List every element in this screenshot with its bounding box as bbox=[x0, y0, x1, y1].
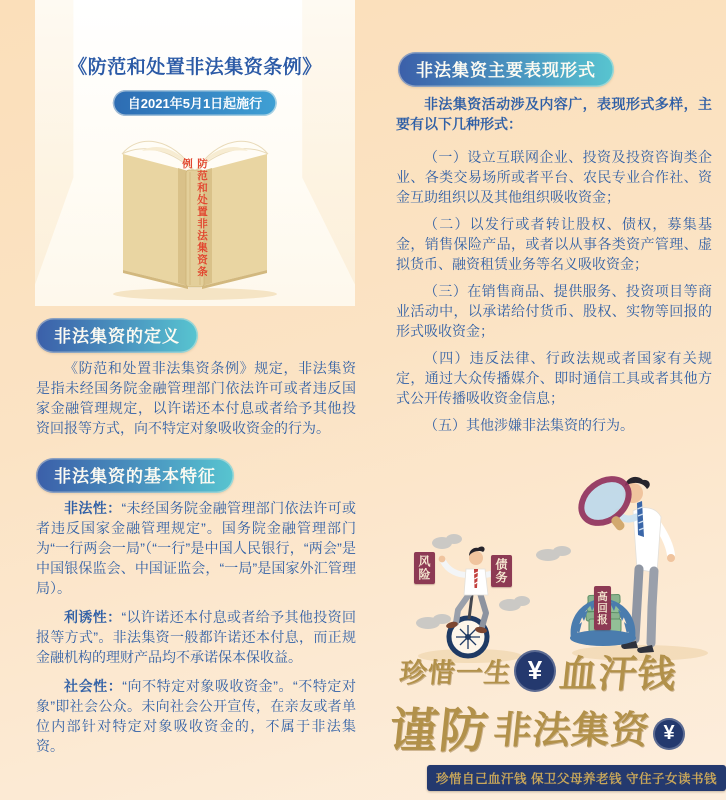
section-heading-features: 非法集资的基本特征 bbox=[36, 458, 234, 493]
slogan-text-illegal-fundraising: 非法集资 bbox=[491, 710, 652, 752]
forms-list bbox=[396, 94, 712, 442]
feature-text: “以许诺还本付息或者给予其他投资回报等方式”。非法集资一般都许诺还本付息，而正规金融机构的理财产品均不承诺保本保收益。 bbox=[36, 609, 356, 665]
book-illustration bbox=[100, 124, 290, 302]
yuan-coin-icon: ¥ bbox=[514, 650, 556, 692]
risk-sign: 风险 bbox=[414, 552, 435, 584]
forms-item-5: （五）其他涉嫌非法集资的行为。 bbox=[424, 417, 634, 433]
figures-illustration bbox=[390, 455, 726, 670]
slogan-text-beware: 谨防 bbox=[386, 705, 493, 758]
feature-text: “向不特定对象吸收资金”。“不特定对象”即社会公众。未向社会公开宣传，在亲友或者单位内部针对特定对象吸收资金的，不属于非法集资。 bbox=[36, 678, 356, 754]
feature-item-inducement bbox=[36, 607, 356, 667]
features-list bbox=[36, 498, 356, 765]
forms-item-3: （三）在销售商品、提供服务、投资项目等商业活动中，以承诺给付货币、股权、实物等回报的形式吸收资金； bbox=[396, 283, 712, 339]
feature-text: “未经国务院金融管理部门依法许可或者违反国家金融管理规定”。国务院金融管理部门为“一行两会一局”（“一行”是中国人民银行，“两会”是中国银保监会、中国证监会，“一局”是国家外汇管理局）。 bbox=[36, 500, 356, 596]
forms-item-4: （四）违反法律、行政法规或者国家有关规定，通过大众传播媒介、即时通信工具或者其他方式公开传播吸收资金信息； bbox=[396, 350, 712, 406]
feature-label: 利诱性： bbox=[64, 609, 122, 625]
hero-card bbox=[35, 0, 355, 306]
slogan-line-1 bbox=[400, 643, 726, 698]
warning-illustration bbox=[390, 455, 726, 670]
feature-item-social bbox=[36, 676, 356, 756]
slogan-line-2 bbox=[386, 692, 726, 761]
definition-paragraph: 《防范和处置非法集资条例》规定，非法集资是指未经国务院金融管理部门依法许可或者违反国家金融管理规定，以许诺还本付息或者给予其他投资回报等方式，向不特定对象吸收资金的行为。 bbox=[36, 360, 356, 436]
inspector-figure bbox=[573, 470, 675, 653]
debt-sign: 债务 bbox=[491, 555, 512, 587]
forms-intro: 非法集资活动涉及内容广，表现形式多样，主要有以下几种形式： bbox=[396, 96, 712, 132]
forms-item-2: （二）以发行或者转让股权、债权，募集基金，销售保险产品，或者以从事各类资产管理、虚拟货币、融资租赁业务等名义吸收资金； bbox=[396, 216, 712, 272]
section-heading-forms: 非法集资主要表现形式 bbox=[398, 52, 614, 87]
feature-label: 社会性： bbox=[64, 678, 123, 694]
feature-label: 非法性： bbox=[64, 500, 122, 516]
book-spine-title: 防范和处置非法集资条例 bbox=[181, 158, 208, 278]
high-return-sign: 高回报 bbox=[594, 586, 611, 630]
forms-item-1: （一）设立互联网企业、投资及投资咨询类企业、各类交易场所或者平台、农民专业合作社、资金互助组织以及其他组织吸收资金； bbox=[396, 149, 712, 205]
slogan-text-hard-earned-money: 血汗钱 bbox=[557, 654, 679, 696]
slogan-block bbox=[386, 643, 726, 791]
slogan-banner: 珍惜自己血汗钱 保卫父母养老钱 守住子女读书钱 bbox=[427, 765, 726, 791]
yuan-coin-icon: ¥ bbox=[653, 718, 685, 750]
slogan-text-cherish: 珍惜一生 bbox=[398, 658, 514, 688]
page-title: 《防范和处置非法集资条例》 bbox=[68, 57, 322, 78]
section-heading-definition: 非法集资的定义 bbox=[36, 318, 198, 353]
feature-item-illegality bbox=[36, 498, 356, 598]
effective-date-badge: 自2021年5月1日起施行 bbox=[113, 90, 277, 116]
